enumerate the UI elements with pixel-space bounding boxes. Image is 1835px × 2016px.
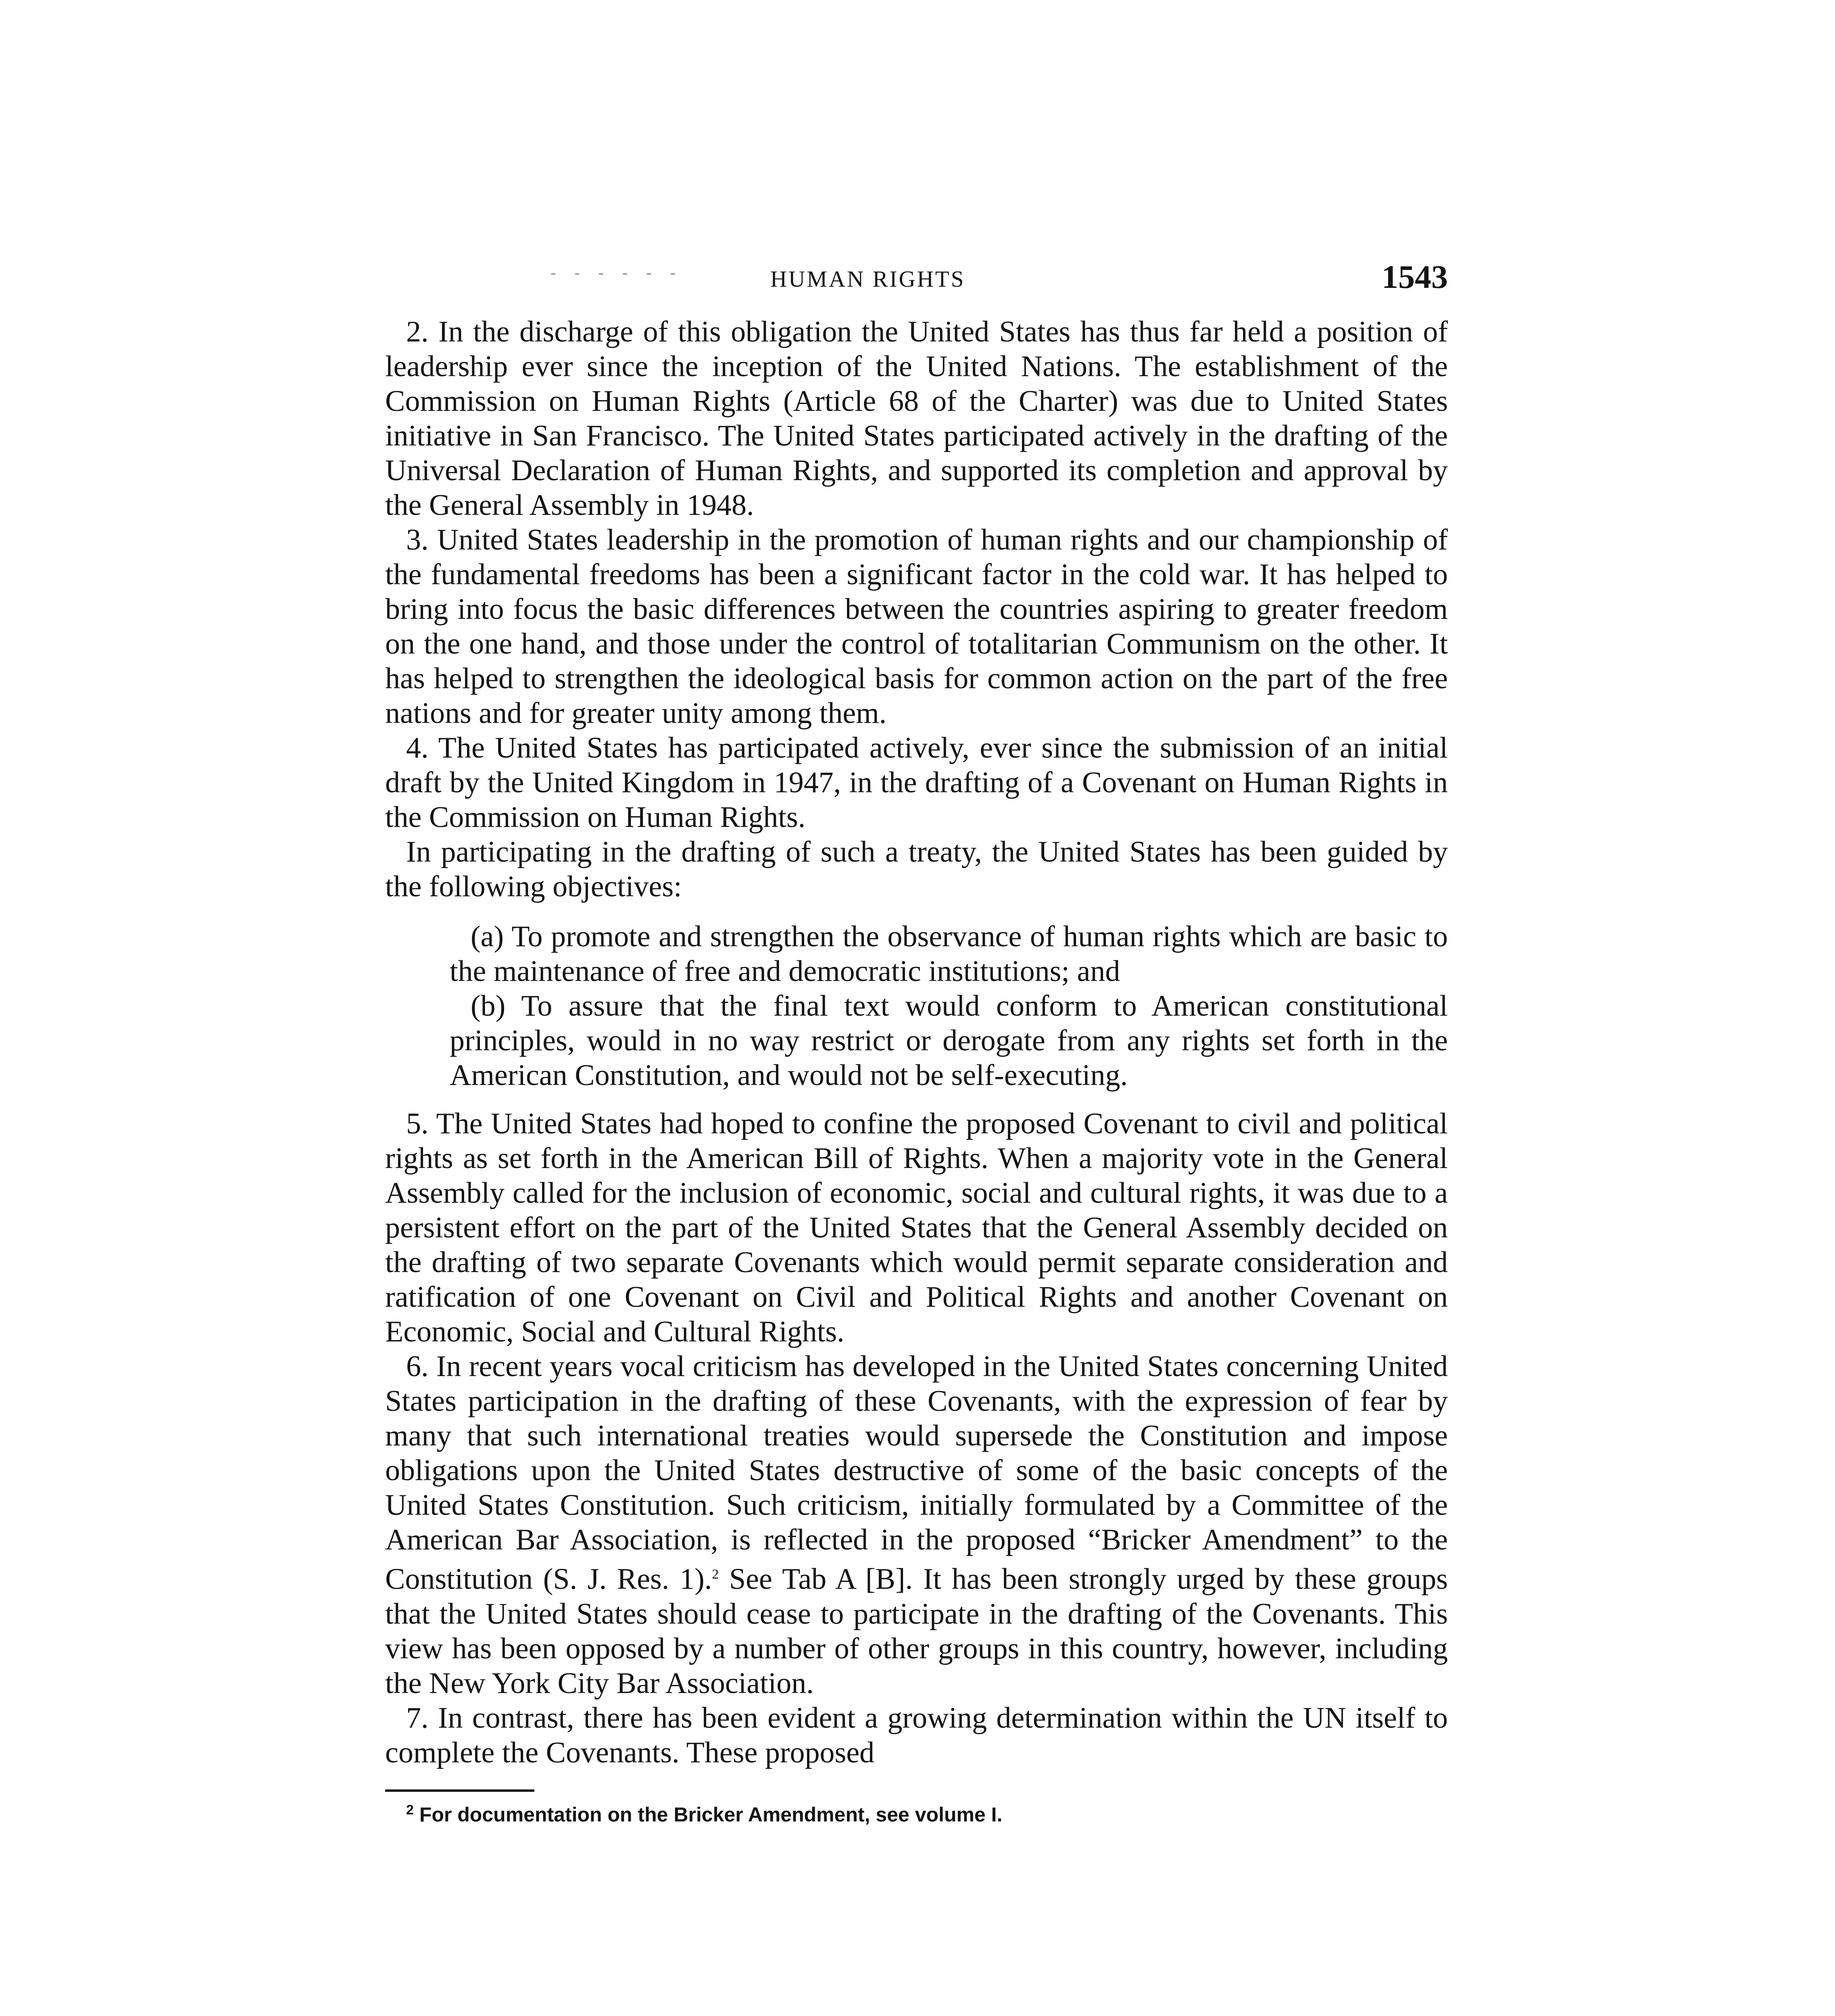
footnote <box>406 1802 1448 1826</box>
objective-a-text: To promote and strengthen the observance of human rights which are basic to the maintenance of free and democratic institutions; and <box>450 920 1448 988</box>
document-page <box>385 258 1448 1826</box>
objective-a <box>450 919 1448 989</box>
objective-a-label: (a) <box>471 920 504 953</box>
paragraph-3: 3. United States leadership in the promotion of human rights and our championship of the fundamental freedoms has been a significant factor in the cold war. It has helped to bring into focus the basic differences between the countries aspiring to greater freedom on the one hand, and those under the control of totalitarian Communism on the other. It has helped to strengthen the ideological basis for common action on the part of the free nations and for greater unity among them. <box>385 523 1448 730</box>
paragraph-6-part-1: 6. In recent years vocal criticism has developed in the United States concerning United States participation in the drafting of these Covenants, with the expression of fear by many that such international treaties would supersede the Constitution and impose obligations upon the United States destructive of some of the basic concepts of the United States Constitution. Such criticism, initially formulated by a Committee of the American Bar Association, is reflected in the proposed “Bricker Amendment” to the Constitution (S. J. Res. 1). <box>385 1350 1448 1596</box>
paragraph-6 <box>385 1349 1448 1701</box>
objective-b-text: To assure that the final text would conform to American constitutional principles, would in no way restrict or derogate from any rights set forth in the American Constitution, and would not be self-executing. <box>450 989 1448 1092</box>
paragraph-2: 2. In the discharge of this obligation the United States has thus far held a position of leadership ever since the inception of the United Nations. The establishment of the Commission on Human Rights (Article 68 of the Charter) was due to United States initiative in San Francisco. The United States participated actively in the drafting of the Universal Declaration of Human Rights, and supported its completion and approval by the General Assembly in 1948. <box>385 315 1448 522</box>
objective-b <box>450 989 1448 1093</box>
page-header <box>385 258 1448 306</box>
objective-b-label: (b) <box>471 989 506 1023</box>
header-marks: - - - - - - <box>550 263 683 281</box>
paragraph-7: 7. In contrast, there has been evident a growing determination within the UN itself to complete the Covenants. These proposed <box>385 1701 1448 1769</box>
paragraph-4-objectives-intro: In participating in the drafting of such a treaty, the United States has been guided by the following objectives: <box>385 835 1448 903</box>
footnote-mark: 2 <box>406 1802 414 1818</box>
body-text <box>385 314 1448 1770</box>
paragraph-6-part-2: See Tab A [B]. It has been strongly urged by these groups that the United States should cease to participate in the drafting of the Covenants. This view has been opposed by a number of other groups in this country, however, including the New York City Bar Association. <box>385 1562 1448 1700</box>
paragraph-5: 5. The United States had hoped to confine the proposed Covenant to civil and political rights as set forth in the American Bill of Rights. When a majority vote in the General Assembly called for the inclusion of economic, social and cultural rights, it was due to a persistent effort on the part of the United States that the General Assembly decided on the drafting of two separate Covenants which would permit separate consideration and ratification of one Covenant on Civil and Political Rights and another Covenant on Economic, Social and Cultural Rights. <box>385 1107 1448 1348</box>
footnote-reference: 2 <box>712 1567 719 1582</box>
page-number: 1543 <box>1382 258 1448 295</box>
paragraph-4: 4. The United States has participated actively, ever since the submission of an initial draft by the United Kingdom in 1947, in the drafting of a Covenant on Human Rights in the Commission on Human Rights. <box>385 731 1448 834</box>
footnote-text: For documentation on the Bricker Amendment, see volume I. <box>419 1803 1003 1826</box>
footnote-divider <box>385 1789 534 1792</box>
running-head-title: HUMAN RIGHTS <box>770 267 965 292</box>
